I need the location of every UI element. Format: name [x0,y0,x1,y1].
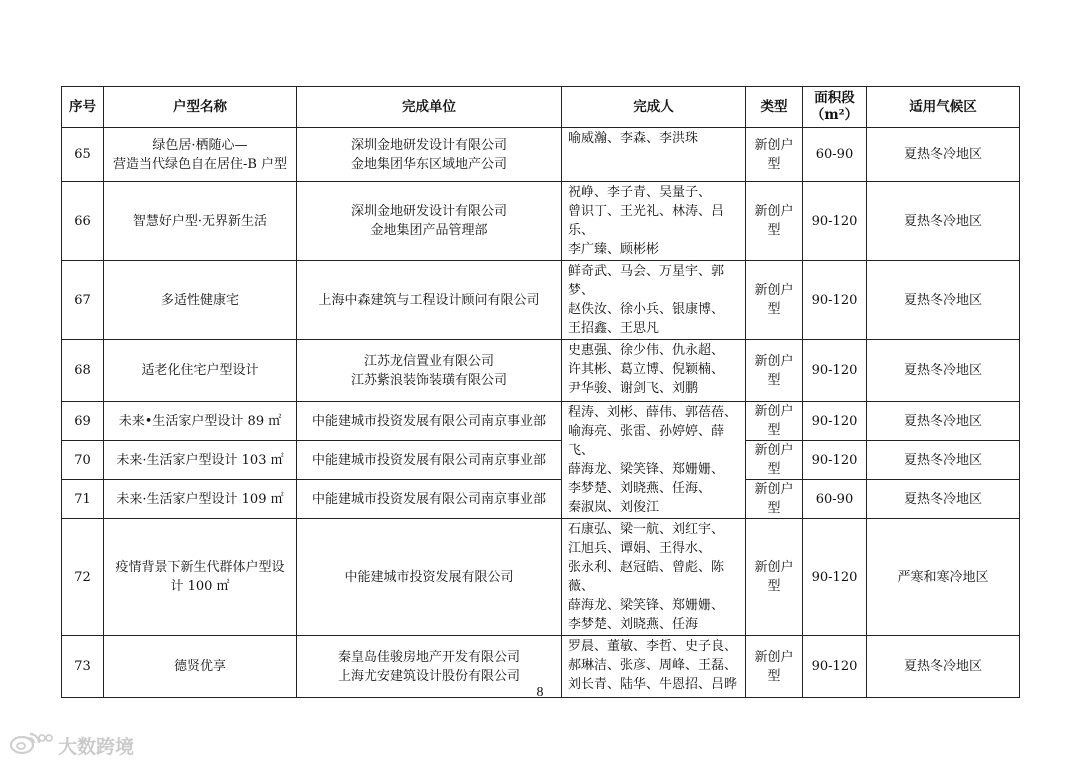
row-name-line: 计 100 ㎡ [170,579,230,594]
row-name-line: 未来•生活家户型设计 89 ㎡ [118,413,282,429]
row-unit-line: 金地集团产品管理部 [370,223,488,238]
row-people [562,519,746,636]
row-area: 90-120 [803,402,867,441]
header-people: 完成人 [562,87,746,128]
row-people-line: 秦淑岚、刘俊江 [568,500,660,515]
row-people-line: 鲜奇武、马会、万星宇、郭梦、 [568,264,725,298]
row-type: 新创户型 [746,636,803,698]
row-type: 新创户型 [746,402,803,441]
page-number: 8 [536,685,544,700]
row-unit-line: 江苏紫浪装饰装璜有限公司 [350,372,507,388]
row-name [104,519,297,636]
row-climate: 夏热冬冷地区 [867,636,1020,698]
row-unit [297,261,562,340]
row-climate: 严寒和寒冷地区 [867,519,1020,636]
row-unit-line: 深圳金地研发设计有限公司 [350,137,507,153]
row-area: 90-120 [803,441,867,480]
row-unit [297,340,562,402]
header-area-unit: （m²） [810,107,859,123]
row-no: 71 [62,480,104,519]
row-people [562,182,746,261]
row-unit-line: 深圳金地研发设计有限公司 [350,204,507,219]
row-people-line: 祝峥、李子青、吴量子、 [568,185,712,200]
table-row [62,182,1020,261]
header-type: 类型 [746,87,803,128]
header-no: 序号 [62,87,104,128]
row-area: 90-120 [803,340,867,402]
row-no: 66 [62,182,104,261]
header-area [803,87,867,128]
row-name-line: 疫情背景下新生代群体户型设 [115,560,285,575]
row-unit-line: 上海尤安建筑设计股份有限公司 [337,668,520,684]
row-people-merged [562,402,746,519]
table-row [62,441,1020,480]
row-name-line: 德贤优享 [173,659,226,674]
row-name [104,128,297,182]
row-area: 90-120 [803,636,867,698]
row-no: 73 [62,636,104,698]
row-climate: 夏热冬冷地区 [867,261,1020,340]
table-row [62,480,1020,519]
row-people-line: 李广臻、顾彬彬 [568,242,660,257]
watermark [8,730,134,761]
row-type: 新创户型 [746,480,803,519]
row-name-line: 多适性健康宅 [160,292,239,308]
row-no: 69 [62,402,104,441]
row-people-line: 江旭兵、谭娟、王得水、 [568,541,712,556]
row-unit-line: 中能建城市投资发展有限公司南京事业部 [311,413,546,429]
row-name-line: 未来·生活家户型设计 109 ㎡ [116,491,284,507]
header-climate: 适用气候区 [867,87,1020,128]
row-people-line: 喻威瀚、李森、李洪珠 [568,131,699,146]
row-people-line: 李梦楚、刘晓燕、任海、 [568,481,712,496]
row-area: 90-120 [803,261,867,340]
header-name: 户型名称 [104,87,297,128]
table-row [62,519,1020,636]
table-row [62,261,1020,340]
row-no: 65 [62,128,104,182]
row-no: 70 [62,441,104,480]
row-unit [297,182,562,261]
row-unit [297,128,562,182]
row-type: 新创户型 [746,340,803,402]
table-row [62,402,1020,441]
row-unit [297,480,562,519]
row-name [104,182,297,261]
award-table [61,86,1020,698]
row-climate: 夏热冬冷地区 [867,480,1020,519]
table-row [62,340,1020,402]
row-no: 72 [62,519,104,636]
row-people-line: 张永利、赵冠皓、曾彪、陈薇、 [568,560,725,594]
row-people-line: 喻海亮、张雷、孙婷婷、薛飞、 [568,424,725,458]
row-name-line: 智慧好户型·无界新生活 [132,213,268,229]
row-unit [297,441,562,480]
row-people-line: 李梦楚、刘晓燕、任海 [568,617,699,632]
header-area-label: 面积段 [814,90,855,106]
row-people-line: 薛海龙、梁笑锋、郑姗姗、 [568,598,725,613]
row-people-line: 史惠强、徐少伟、仇永超、 [568,343,725,358]
row-unit-line: 江苏龙信置业有限公司 [363,353,494,369]
row-people-line: 罗晨、董敏、李哲、史子良、 [568,639,738,654]
row-name [104,340,297,402]
row-climate: 夏热冬冷地区 [867,182,1020,261]
row-unit-line: 秦皇岛佳骏房地产开发有限公司 [337,649,520,665]
row-name-line: 适老化住宅户型设计 [141,363,259,378]
row-type: 新创户型 [746,261,803,340]
row-people-line: 尹华骏、谢剑飞、刘鹏 [568,381,699,396]
row-area: 60-90 [803,128,867,182]
row-people-line: 程涛、刘彬、薛伟、郭蓓蓓、 [568,405,738,420]
row-climate: 夏热冬冷地区 [867,402,1020,441]
row-people [562,261,746,340]
row-type: 新创户型 [746,441,803,480]
row-type: 新创户型 [746,182,803,261]
row-climate: 夏热冬冷地区 [867,441,1020,480]
row-name [104,480,297,519]
row-climate: 夏热冬冷地区 [867,128,1020,182]
row-area: 60-90 [803,480,867,519]
row-people-line: 王招鑫、王思凡 [568,321,660,336]
row-unit-line: 中能建城市投资发展有限公司南京事业部 [311,491,546,507]
row-unit [297,519,562,636]
row-area: 90-120 [803,519,867,636]
row-people-line: 许其彬、葛立博、倪颖楠、 [568,362,725,377]
row-unit [297,402,562,441]
row-unit-line: 中能建城市投资发展有限公司南京事业部 [311,452,546,468]
row-people-line: 赵佚汝、徐小兵、银康博、 [568,302,725,317]
header-unit: 完成单位 [297,87,562,128]
header-row [62,87,1020,128]
weibo-logo-icon [8,730,58,761]
row-people-line: 曾识丁、王光礼、林涛、吕乐、 [568,204,725,238]
row-no: 68 [62,340,104,402]
row-climate: 夏热冬冷地区 [867,340,1020,402]
row-name-line: 绿色居·栖随心— [152,137,248,153]
row-name [104,261,297,340]
row-people-line: 刘长青、陆华、牛恩招、吕晔 [568,677,738,692]
row-unit-line: 金地集团华东区域地产公司 [350,156,507,172]
row-unit-line: 上海中森建筑与工程设计顾问有限公司 [318,292,540,308]
row-area: 90-120 [803,182,867,261]
row-type: 新创户型 [746,519,803,636]
row-name [104,402,297,441]
row-no: 67 [62,261,104,340]
row-people-line: 薛海龙、梁笑锋、郑姗姗、 [568,462,725,477]
row-name-line: 营造当代绿色自在居住-B 户型 [112,156,288,172]
row-people [562,340,746,402]
table-row [62,128,1020,182]
row-type: 新创户型 [746,128,803,182]
watermark-text: 大数跨境 [58,736,135,758]
row-people-line: 石康弘、梁一航、刘红宇、 [568,522,725,537]
row-unit-line: 中能建城市投资发展有限公司 [344,569,514,585]
row-people [562,128,746,182]
row-people-line: 郝琳洁、张彦、周峰、王磊、 [568,658,738,673]
row-name-line: 未来·生活家户型设计 103 ㎡ [116,452,284,468]
row-name [104,441,297,480]
